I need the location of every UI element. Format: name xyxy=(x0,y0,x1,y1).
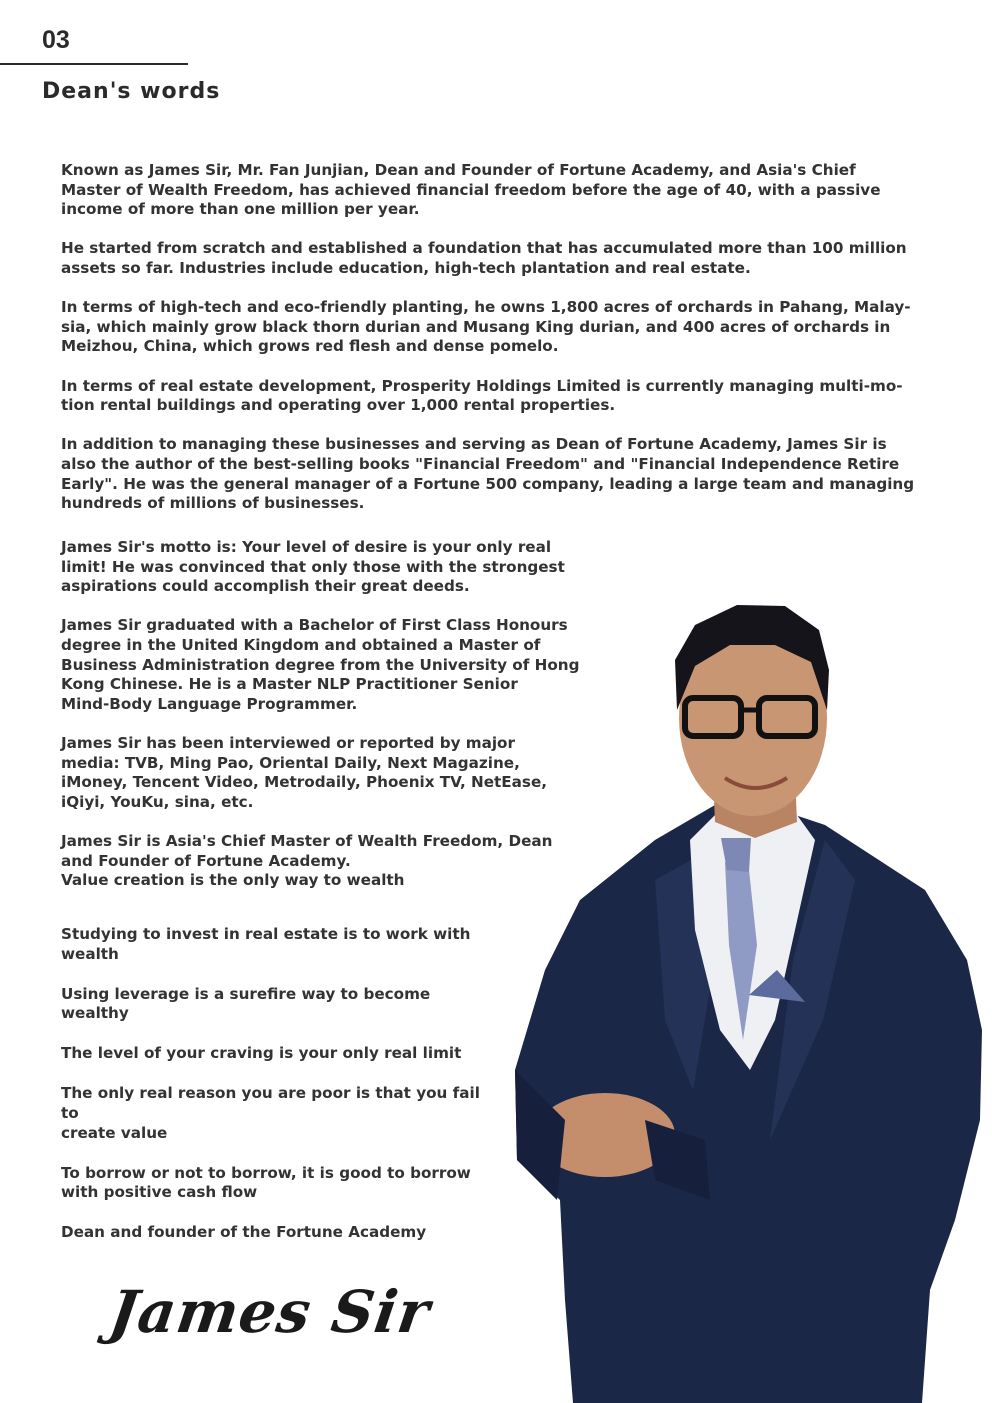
paragraph: He started from scratch and established a foundation that has accumulated more than 100 million assets so far. Industries include education, high-tech plantation and real estate. xyxy=(61,239,907,277)
paragraph: In terms of high-tech and eco-friendly planting, he owns 1,800 acres of orchards in Pahang, Malay- sia, which mainly grow black thorn durian and Musang King durian, and 400 acres of orchards in Meizhou, China, which grows red flesh and dense pomelo. xyxy=(61,298,911,356)
paragraph: In addition to managing these businesses and serving as Dean of Fortune Academy, James Sir is also the author of the best-selling books "Financial Freedom" and "Financial Independence Retire Early". He was the general manager of a Fortune 500 company, leading a large team and managing hundreds of millions of businesses. xyxy=(61,435,915,513)
intro-section xyxy=(61,161,931,533)
paragraph: James Sir is Asia's Chief Master of Wealth Freedom, Dean and Founder of Fortune Academy. Value creation is the only way to wealth xyxy=(61,831,553,890)
quote: Using leverage is a surefire way to become wealthy xyxy=(61,984,431,1023)
paragraph: Known as James Sir, Mr. Fan Junjian, Dean and Founder of Fortune Academy, and Asia's Chief Master of Wealth Freedom, has achieved financial freedom before the age of 40, with a passive income of more than one million per year. xyxy=(61,161,881,219)
page-number: 03 xyxy=(42,26,70,54)
quote: The level of your craving is your only real limit xyxy=(61,1044,462,1063)
page-title: Dean's words xyxy=(42,79,221,104)
quote: Studying to invest in real estate is to work with wealth xyxy=(61,925,471,963)
signature: James Sir xyxy=(105,1278,435,1346)
paragraph: James Sir has been interviewed or reported by major media: TVB, Ming Pao, Oriental Daily, Next Magazine, iMoney, Tencent Video, Metrodaily, Phoenix TV, NetEase, iQiyi, YouKu, sina, etc. xyxy=(61,733,548,811)
paragraph: James Sir graduated with a Bachelor of First Class Honours degree in the United Kingdom and obtained a Master of Business Administration degree from the University of Hong Kong Chinese. He is a Master NLP Practitioner Senior Mind-Body Language Programmer. xyxy=(61,616,580,713)
quote: To borrow or not to borrow, it is good to borrow with positive cash flow xyxy=(61,1163,471,1202)
quote: Dean and founder of the Fortune Academy xyxy=(61,1223,427,1242)
quotes-section xyxy=(61,925,511,1264)
header-divider xyxy=(0,63,188,65)
paragraph: James Sir's motto is: Your level of desire is your only real limit! He was convinced that only those with the strongest aspirations could accomplish their great deeds. xyxy=(61,538,565,596)
paragraph: In terms of real estate development, Prosperity Holdings Limited is currently managing multi-mo- tion rental buildings and operating over 1,000 rental properties. xyxy=(61,376,903,415)
dean-portrait xyxy=(505,600,992,1403)
quote: The only real reason you are poor is that you fail to create value xyxy=(61,1084,480,1142)
